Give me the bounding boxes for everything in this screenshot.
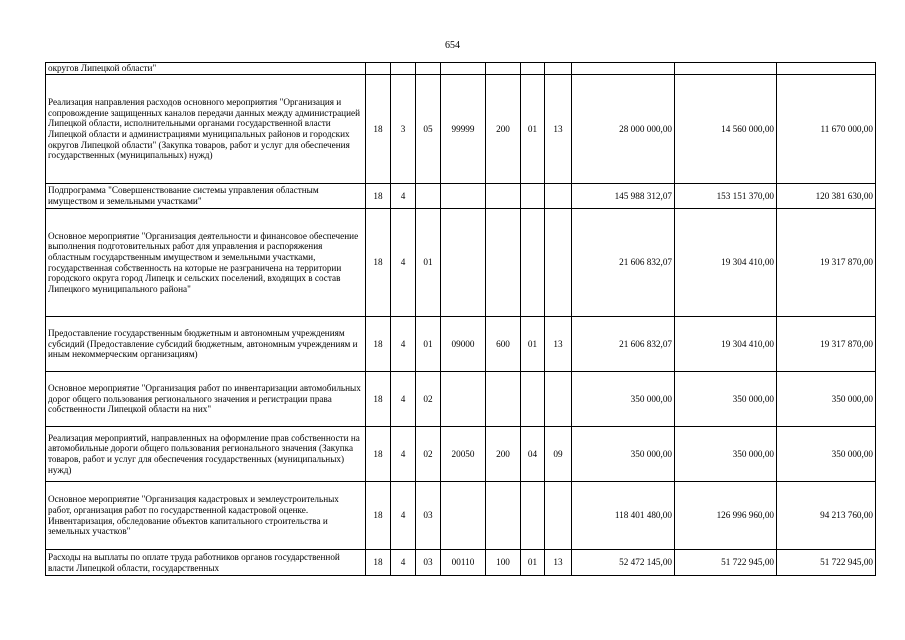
table-row bbox=[46, 184, 876, 209]
code-2-cell: 4 bbox=[391, 184, 416, 209]
code-5-cell bbox=[486, 184, 521, 209]
row-name-cell: Расходы на выплаты по оплате труда работников органов государственной власти Липецкой области, государственных bbox=[46, 550, 366, 576]
sum-year-2-cell: 19 304 410,00 bbox=[675, 317, 777, 372]
code-2-cell: 4 bbox=[391, 209, 416, 317]
code-1-cell: 18 bbox=[366, 209, 391, 317]
code-5-cell bbox=[486, 372, 521, 427]
code-5-cell bbox=[486, 209, 521, 317]
code-1-cell: 18 bbox=[366, 427, 391, 482]
row-name-cell: Основное мероприятие "Организация работ по инвентаризации автомобильных дорог общего пользования регионального значения и регистрации права собственности Липецкой области на них" bbox=[46, 372, 366, 427]
sum-year-2-cell: 51 722 945,00 bbox=[675, 550, 777, 576]
sum-year-1-cell: 52 472 145,00 bbox=[572, 550, 675, 576]
sum-year-3-cell: 94 213 760,00 bbox=[777, 482, 876, 550]
code-3-cell: 01 bbox=[416, 317, 441, 372]
sum-year-1-cell: 118 401 480,00 bbox=[572, 482, 675, 550]
table-row bbox=[46, 372, 876, 427]
sum-year-1-cell: 350 000,00 bbox=[572, 427, 675, 482]
code-1-cell: 18 bbox=[366, 184, 391, 209]
table-body bbox=[46, 63, 876, 576]
code-7-cell: 09 bbox=[545, 427, 572, 482]
sum-year-3-cell: 11 670 000,00 bbox=[777, 75, 876, 184]
code-6-cell: 01 bbox=[521, 550, 545, 576]
sum-year-1-cell: 28 000 000,00 bbox=[572, 75, 675, 184]
sum-year-3-cell: 120 381 630,00 bbox=[777, 184, 876, 209]
row-name-cell: Реализация мероприятий, направленных на оформление прав собственности на автомобильные дороги общего пользования регионального значения (Закупка товаров, работ и услуг для обеспечения государственных (муниципальных) нужд) bbox=[46, 427, 366, 482]
sum-year-2-cell: 126 996 960,00 bbox=[675, 482, 777, 550]
sum-year-2-cell: 350 000,00 bbox=[675, 427, 777, 482]
code-2-cell: 4 bbox=[391, 317, 416, 372]
code-7-cell: 13 bbox=[545, 317, 572, 372]
code-5-cell: 600 bbox=[486, 317, 521, 372]
row-name-cell: Основное мероприятие "Организация кадастровых и землеустроительных работ, организация работ по государственной кадастровой оценке. Инвентаризация, обследование объектов капитального строительства и земельных участков" bbox=[46, 482, 366, 550]
code-3-cell: 03 bbox=[416, 550, 441, 576]
sum-year-3-cell: 51 722 945,00 bbox=[777, 550, 876, 576]
code-4-cell bbox=[441, 63, 486, 75]
code-3-cell: 05 bbox=[416, 75, 441, 184]
code-7-cell bbox=[545, 372, 572, 427]
code-6-cell: 01 bbox=[521, 317, 545, 372]
table-row bbox=[46, 209, 876, 317]
code-1-cell: 18 bbox=[366, 75, 391, 184]
code-2-cell: 4 bbox=[391, 372, 416, 427]
code-4-cell: 20050 bbox=[441, 427, 486, 482]
table-row bbox=[46, 482, 876, 550]
sum-year-1-cell: 21 606 832,07 bbox=[572, 209, 675, 317]
code-1-cell: 18 bbox=[366, 372, 391, 427]
code-2-cell: 4 bbox=[391, 427, 416, 482]
code-5-cell: 200 bbox=[486, 427, 521, 482]
sum-year-1-cell bbox=[572, 63, 675, 75]
code-2-cell: 4 bbox=[391, 482, 416, 550]
row-name-cell: Реализация направления расходов основного мероприятия "Организация и сопровождение защищенных каналов передачи данных между администрацией Липецкой области, исполнительными органами государственной власти Липецкой области и администрациями муниципальных районов и городских округов Липецкой области" (Закупка товаров, работ и услуг для обеспечения государственных (муниципальных) нужд) bbox=[46, 75, 366, 184]
code-6-cell bbox=[521, 372, 545, 427]
code-6-cell: 04 bbox=[521, 427, 545, 482]
table-row bbox=[46, 317, 876, 372]
table-row bbox=[46, 63, 876, 75]
code-6-cell bbox=[521, 184, 545, 209]
code-6-cell bbox=[521, 482, 545, 550]
code-6-cell bbox=[521, 209, 545, 317]
code-3-cell bbox=[416, 184, 441, 209]
code-4-cell: 00110 bbox=[441, 550, 486, 576]
code-1-cell: 18 bbox=[366, 550, 391, 576]
table-row bbox=[46, 427, 876, 482]
code-6-cell bbox=[521, 63, 545, 75]
code-3-cell bbox=[416, 63, 441, 75]
table-row bbox=[46, 550, 876, 576]
code-6-cell: 01 bbox=[521, 75, 545, 184]
row-name-cell: Основное мероприятие "Организация деятельности и финансовое обеспечение выполнения подготовительных работ для управления и распоряжения областным государственным имуществом и земельными участками, государственная собственность на которые не разграничена на территории городского округа город Липецк и сельских поселений, входящих в состав Липецкого муниципального района" bbox=[46, 209, 366, 317]
table-row bbox=[46, 75, 876, 184]
sum-year-2-cell: 350 000,00 bbox=[675, 372, 777, 427]
sum-year-2-cell: 19 304 410,00 bbox=[675, 209, 777, 317]
sum-year-1-cell: 21 606 832,07 bbox=[572, 317, 675, 372]
sum-year-1-cell: 145 988 312,07 bbox=[572, 184, 675, 209]
sum-year-1-cell: 350 000,00 bbox=[572, 372, 675, 427]
code-7-cell: 13 bbox=[545, 550, 572, 576]
sum-year-3-cell bbox=[777, 63, 876, 75]
code-4-cell: 99999 bbox=[441, 75, 486, 184]
code-7-cell bbox=[545, 63, 572, 75]
code-2-cell: 4 bbox=[391, 550, 416, 576]
code-1-cell: 18 bbox=[366, 482, 391, 550]
code-2-cell: 3 bbox=[391, 75, 416, 184]
budget-table bbox=[45, 62, 876, 576]
row-name-cell: Предоставление государственным бюджетным и автономным учреждениям субсидий (Предоставление субсидий бюджетным, автономным учреждениям и иным некоммерческим организациям) bbox=[46, 317, 366, 372]
code-7-cell: 13 bbox=[545, 75, 572, 184]
sum-year-3-cell: 350 000,00 bbox=[777, 372, 876, 427]
code-1-cell bbox=[366, 63, 391, 75]
code-4-cell bbox=[441, 209, 486, 317]
sum-year-3-cell: 19 317 870,00 bbox=[777, 317, 876, 372]
sum-year-2-cell: 153 151 370,00 bbox=[675, 184, 777, 209]
page-number: 654 bbox=[445, 40, 460, 51]
sum-year-3-cell: 19 317 870,00 bbox=[777, 209, 876, 317]
code-5-cell bbox=[486, 63, 521, 75]
code-4-cell bbox=[441, 372, 486, 427]
code-2-cell bbox=[391, 63, 416, 75]
code-5-cell: 200 bbox=[486, 75, 521, 184]
code-7-cell bbox=[545, 209, 572, 317]
sum-year-2-cell bbox=[675, 63, 777, 75]
code-3-cell: 01 bbox=[416, 209, 441, 317]
row-name-cell: Подпрограмма "Совершенствование системы управления областным имуществом и земельными участками" bbox=[46, 184, 366, 209]
code-5-cell bbox=[486, 482, 521, 550]
row-name-cell: округов Липецкой области" bbox=[46, 63, 366, 75]
code-1-cell: 18 bbox=[366, 317, 391, 372]
code-3-cell: 02 bbox=[416, 427, 441, 482]
code-3-cell: 02 bbox=[416, 372, 441, 427]
code-4-cell bbox=[441, 184, 486, 209]
code-4-cell bbox=[441, 482, 486, 550]
code-7-cell bbox=[545, 482, 572, 550]
code-7-cell bbox=[545, 184, 572, 209]
sum-year-3-cell: 350 000,00 bbox=[777, 427, 876, 482]
code-4-cell: 09000 bbox=[441, 317, 486, 372]
sum-year-2-cell: 14 560 000,00 bbox=[675, 75, 777, 184]
code-5-cell: 100 bbox=[486, 550, 521, 576]
code-3-cell: 03 bbox=[416, 482, 441, 550]
